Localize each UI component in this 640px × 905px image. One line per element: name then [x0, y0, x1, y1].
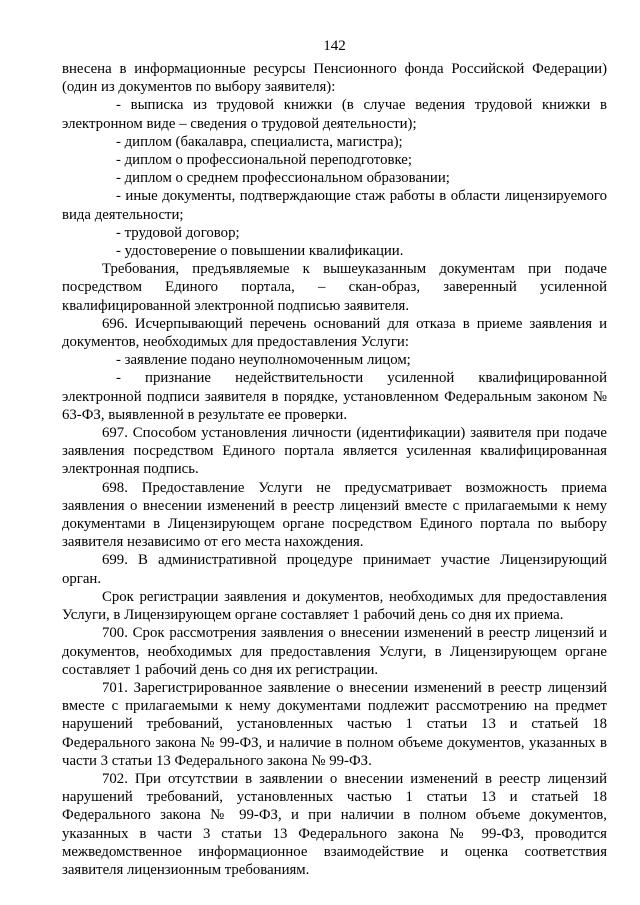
list-item-qualification-certificate: - удостоверение о повышении квалификации.	[116, 243, 404, 260]
paragraph-702: 702. При отсутствии в заявлении о внесении изменений в реестр лицензий нарушений требований, установленных частью 1 статьи 13 и статьей 18 Федерального закона № 99-ФЗ, и при наличии в полном объеме документов, указанных в части 3 статьи 13 Федерального закона № 99-ФЗ, проводится межведомственное информационное взаимодействие и оценка соответствия заявителя лицензионным требованиям.	[62, 770, 607, 878]
list-item-diploma-secondary: - диплом о среднем профессиональном образовании;	[116, 170, 450, 187]
paragraph-699: 699. В административной процедуре принимает участие Лицензирующий орган.	[62, 552, 607, 587]
list-item-labor-contract: - трудовой договор;	[116, 224, 240, 241]
paragraph-intro: внесена в информационные ресурсы Пенсионного фонда Российской Федерации) (один из документов по выбору заявителя):	[62, 61, 607, 96]
document-page	[62, 36, 607, 879]
paragraph-698: 698. Предоставление Услуги не предусматривает возможность приема заявления о внесении изменений в реестр лицензий вместе с прилагаемыми к нему документами в Лицензирующем органе посредством Единого портала по выбору заявителя независимо от его места нахождения.	[62, 479, 607, 551]
list-item-employment-record: - выписка из трудовой книжки (в случае ведения трудовой книжки в электронном виде – сведения о трудовой деятельности);	[62, 97, 607, 132]
list-item-diploma-retraining: - диплом о профессиональной переподготовке;	[116, 152, 412, 169]
list-item-unauthorized: - заявление подано неуполномоченным лицом;	[116, 352, 411, 369]
page-number: 142	[323, 38, 346, 54]
paragraph-701: 701. Зарегистрированное заявление о внесении изменений в реестр лицензий вместе с прилагаемыми к нему документами подлежит рассмотрению на предмет нарушений требований, установленных частью 1 статьи 13 и статьей 18 Федерального закона № 99-ФЗ, и наличие в полном объеме документов, указанных в части 3 статьи 13 Федерального закона № 99-ФЗ.	[62, 679, 607, 769]
paragraph-697: 697. Способом установления личности (идентификации) заявителя при подаче заявления посредством Единого портала является усиленная квалифицированная электронная подпись.	[62, 425, 607, 478]
list-item-invalid-signature: - признание недействительности усиленной квалифицированной электронной подписи заявителя в порядке, установленном Федеральным законом № 63-ФЗ, выявленной в результате ее проверки.	[62, 370, 607, 423]
paragraph-696: 696. Исчерпывающий перечень оснований для отказа в приеме заявления и документов, необходимых для предоставления Услуги:	[62, 315, 607, 351]
paragraph-requirements: Требования, предъявляемые к вышеуказанным документам при подаче посредством Единого портала, – скан-образ, заверенный усиленной квалифицированной электронной подписью заявителя.	[62, 261, 607, 314]
paragraph-700: 700. Срок рассмотрения заявления о внесении изменений в реестр лицензий и документов, необходимых для предоставления Услуги, в Лицензирующем органе составляет 1 рабочий день со дня их регистрации.	[62, 625, 607, 678]
list-item-other-documents: - иные документы, подтверждающие стаж работы в области лицензируемого вида деятельности;	[62, 188, 607, 223]
paragraph-registration-term: Срок регистрации заявления и документов, необходимых для предоставления Услуги, в Лицензирующем органе составляет 1 рабочий день со дня их приема.	[62, 588, 607, 624]
list-item-diploma-higher: - диплом (бакалавра, специалиста, магистра);	[116, 133, 403, 150]
